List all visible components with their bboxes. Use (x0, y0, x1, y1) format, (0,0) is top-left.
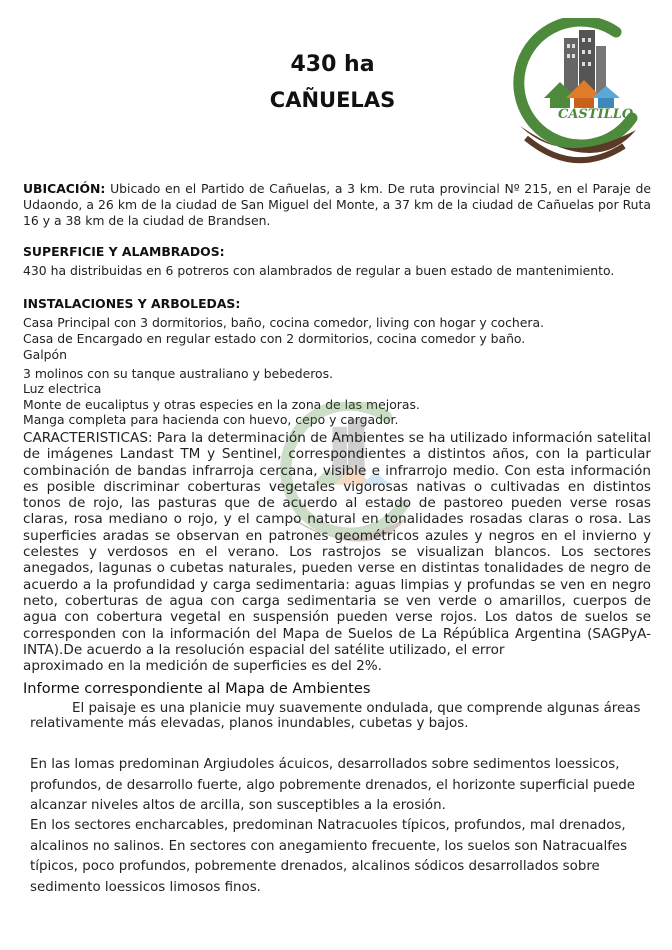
instalaciones-line: 3 molinos con su tanque australiano y bebederos. (23, 366, 334, 381)
informe-paragraph: En los sectores encharcables, predominan Natracuoles típicos, profundos, mal drenados, alcalinos no salinos. En sectores con anegamiento frecuente, los suelos son Natracualfes típicos, poco profundos, pobremente drenados, alcalinos sódicos desarrollados sobre sedimento loessicos limosos finos. (30, 818, 628, 895)
castillo-logo (504, 18, 654, 168)
ubicacion-label: UBICACIÓN: (23, 181, 106, 196)
logo-brand-text: CASTILLO (558, 107, 634, 122)
instalaciones-line: Casa de Encargado en regular estado con 2 dormitorios, cocina comedor y baño. (23, 331, 526, 346)
caracteristicas-section (23, 430, 651, 674)
caracteristicas-text: Para la determinación de Ambientes se ha utilizado información satelital de imágenes Landast TM y Sentinel, correspondientes a distintos años, con la particular combinación de bandas infrarroja cercana, visible e infrarrojo medio. Con esta información es posible discriminar coberturas vegetales vigorosas nativas o cultivadas en distintos tonos de rojo, las pasturas que de acuerdo al estado de pastoreo pueden verse rosas claras, rosa mediano o rojo, y el campo natural en tonalidades rosadas claras o rosa. Las superficies aradas se observan en patrones geométricos azules y negros en el invierno y celestes y verdosos en el verano. Los rastrojos se visualizan blancos. Los sectores anegados, lagunas o cubetas naturales, pueden verse en distintas tonalidades de negro de acuerdo a la profundidad y carga sedimentaria: aguas limpias y profundas se ven en negro neto, coberturas de agua con carga sedimentaria se ven verde o amarillos, cuerpos de agua con cobertura vegetal en suspensión pueden verse rojos. Los datos de suelos se corresponden con la información del Mapa de Suelos de La Répública Argentina (SAGPyA-INTA).De acuerdo a la resolución espacial del satélite utilizado, el error (23, 430, 651, 658)
instalaciones-label: INSTALACIONES Y ARBOLEDAS: (23, 296, 241, 311)
page-title-hectares: 430 ha (290, 52, 375, 77)
caracteristicas-label: CARACTERISTICAS: (23, 430, 153, 446)
instalaciones-line: Casa Principal con 3 dormitorios, baño, cocina comedor, living con hogar y cochera. (23, 315, 545, 330)
instalaciones-line: Luz electrica (23, 381, 102, 396)
informe-title: Informe correspondiente al Mapa de Ambientes (23, 680, 371, 697)
page-title-location: CAÑUELAS (269, 88, 396, 112)
informe-paragraph: El paisaje es una planicie muy suavemente ondulada, que comprende algunas áreas relativamente más elevadas, planos inundables, cubetas y bajos. (30, 701, 641, 731)
superficie-text: 430 ha distribuidas en 6 potreros con alambrados de regular a buen estado de mantenimiento. (23, 263, 615, 278)
superficie-label: SUPERFICIE Y ALAMBRADOS: (23, 244, 225, 259)
instalaciones-line: Monte de eucaliptus y otras especies en la zona de las mejoras. (23, 397, 420, 412)
ubicacion-text: Ubicado en el Partido de Cañuelas, a 3 km. De ruta provincial Nº 215, en el Paraje de Udaondo, a 26 km de la ciudad de San Miguel del Monte, a 37 km de la ciudad de Cañuelas por Ruta 16 y a 38 km de la ciudad de Brandsen. (23, 181, 651, 228)
instalaciones-line: Galpón (23, 347, 67, 362)
instalaciones-line: Manga completa para hacienda con huevo, cepo y cargador. (23, 412, 399, 427)
informe-paragraph: En las lomas predominan Argiudoles ácuicos, desarrollados sobre sedimentos loessicos, profundos, de desarrollo fuerte, algo pobremente drenados, el horizonte superficial puede alcanzar niveles altos de arcilla, son susceptibles a la erosión. (30, 757, 635, 813)
caracteristicas-last-line: aproximado en la medición de superficies es del 2%. (23, 658, 382, 675)
ubicacion-section (23, 181, 651, 229)
